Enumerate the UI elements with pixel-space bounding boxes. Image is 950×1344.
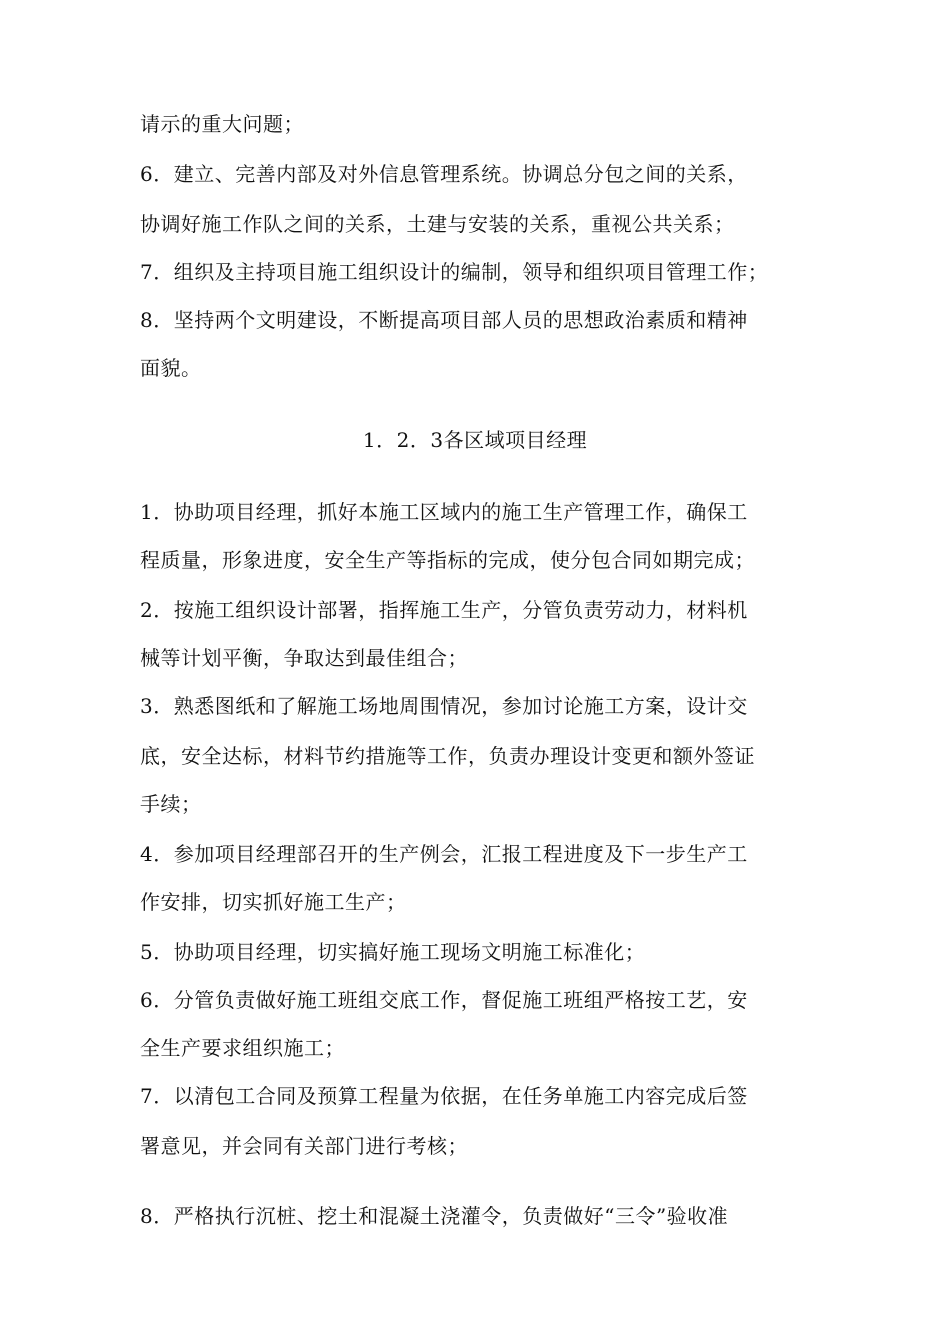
list-item: 底，安全达标，材料节约措施等工作，负责办理设计变更和额外签证 [140,744,755,768]
list-item: 8．严格执行沉桩、挖土和混凝土浇灌令，负责做好“三令”验收准 [140,1204,729,1228]
list-item: 全生产要求组织施工； [140,1036,345,1060]
list-item: 5．协助项目经理，切实搞好施工现场文明施工标准化； [140,940,646,964]
text-line: 6．建立、完善内部及对外信息管理系统。协调总分包之间的关系， [140,162,748,186]
list-item: 4．参加项目经理部召开的生产例会，汇报工程进度及下一步生产工 [140,842,748,866]
list-item: 2．按施工组织设计部署，指挥施工生产，分管负责劳动力，材料机 [140,598,748,622]
list-item: 作安排，切实抓好施工生产； [140,890,407,914]
text-line: 协调好施工作队之间的关系，土建与安装的关系，重视公共关系； [140,212,735,236]
list-item: 署意见，并会同有关部门进行考核； [140,1134,468,1158]
list-item: 程质量，形象进度，安全生产等指标的完成，使分包合同如期完成； [140,548,755,572]
list-item: 3．熟悉图纸和了解施工场地周围情况，参加讨论施工方案，设计交 [140,694,748,718]
text-line: 7．组织及主持项目施工组织设计的编制，领导和组织项目管理工作； [140,260,769,284]
list-item: 6．分管负责做好施工班组交底工作，督促施工班组严格按工艺，安 [140,988,748,1012]
list-item: 械等计划平衡，争取达到最佳组合； [140,646,468,670]
text-line: 请示的重大问题； [140,112,304,136]
text-line: 面貌。 [140,356,202,380]
list-item: 1．协助项目经理，抓好本施工区域内的施工生产管理工作，确保工 [140,500,748,524]
list-item: 手续； [140,792,202,816]
section-heading: 1．2．3各区域项目经理 [362,428,588,452]
text-line: 8．坚持两个文明建设，不断提高项目部人员的思想政治素质和精神 [140,308,748,332]
list-item: 7．以清包工合同及预算工程量为依据，在任务单施工内容完成后签 [140,1084,748,1108]
